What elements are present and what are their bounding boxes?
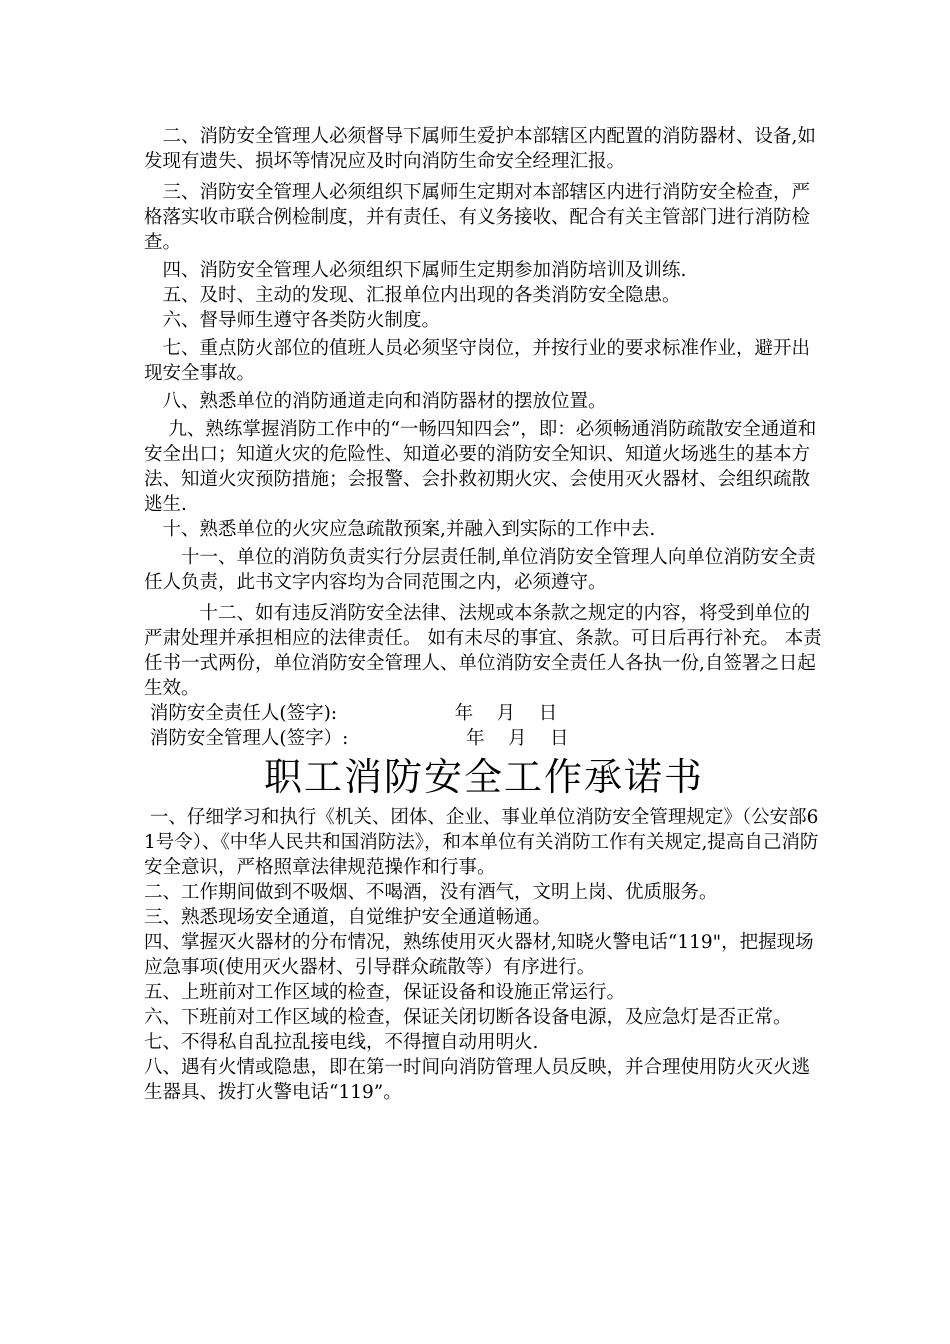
pledge-item-1: 一、仔细学习和执行《机关、团体、企业、事业单位消防安全管理规定》（公安部61号令）、《中华人民共和国消防法》，和本单位有关消防工作有关规定,提高自己消防安全意识，严格照章法律规范操作和行事。 [144,807,819,878]
signature-manager: 消防安全管理人(签字）: 年 月 日 [144,728,569,749]
responsibility-item-9: 九、熟练掌握消防工作中的“一畅四知四会”，即：必须畅通消防疏散安全通道和安全出口；知道火灾的危险性、知道必要的消防安全知识、知道火场逃生的基本方法、知道火灾预防措施；会报警、会扑救初期火灾、会使用灭火器材、会组织疏散逃生. [144,419,817,515]
pledge-item-4: 四、掌握灭火器材的分布情况，熟练使用灭火器材,知晓火警电话“119"，把握现场应急事项(使用灭火器材、引导群众疏散等）有序进行。 [144,932,814,978]
pledge-item-3: 三、熟悉现场安全通道，自觉维护安全通道畅通。 [144,907,552,928]
responsibility-item-5: 五、及时、主动的发现、汇报单位内出现的各类消防安全隐患。 [144,285,681,306]
document-body [144,124,824,1105]
responsibility-item-8: 八、熟悉单位的消防通道走向和消防器材的摆放位置。 [144,391,607,412]
responsibility-item-6: 六、督导师生遵守各类防火制度。 [144,310,441,331]
pledge-item-6: 六、下班前对工作区域的检查，保证关闭切断各设备电源，及应急灯是否正常。 [144,1007,792,1028]
responsibility-item-7: 七、重点防火部位的值班人员必须坚守岗位，并按行业的要求标准作业，避开出现安全事故。 [144,338,811,384]
pledge-item-5: 五、上班前对工作区域的检查，保证设备和设施正常运行。 [144,982,626,1003]
responsibility-item-11: 十一、单位的消防负责实行分层责任制,单位消防安全管理人向单位消防安全责任人负责，此书文字内容均为合同范围之内，必须遵守。 [144,547,816,593]
responsibility-item-12: 十二、如有违反消防安全法律、法规或本条款之规定的内容，将受到单位的严肃处理并承担相应的法律责任。 如有未尽的事宜、条款。可日后再行补充。 本责任书一式两份，单位消防安全管理人、单位消防安全责任人各执一份,自签署之日起生效。 [144,603,822,699]
responsibility-item-2: 二、消防安全管理人必须督导下属师生爱护本部辖区内配置的消防器材、设备,如发现有遗失、损坏等情况应及时向消防生命安全经理汇报。 [144,126,816,172]
pledge-item-8: 八、遇有火情或隐患，即在第一时间向消防管理人员反映，并合理使用防火灭火逃生器具、拨打火警电话“119”。 [144,1057,811,1103]
pledge-title: 职工消防安全工作承诺书 [263,755,704,799]
pledge-item-2: 二、工作期间做到不吸烟、不喝酒，没有酒气，文明上岗、优质服务。 [144,882,718,903]
responsibility-item-10: 十、熟悉单位的火灾应急疏散预案,并融入到实际的工作中去. [144,519,656,540]
responsibility-item-4: 四、消防安全管理人必须组织下属师生定期参加消防培训及训练. [144,260,687,281]
responsibility-item-3: 三、消防安全管理人必须组织下属师生定期对本部辖区内进行消防安全检查，严格落实收市联合例检制度，并有责任、有义务接收、配合有关主管部门进行消防检查。 [144,182,811,253]
signature-responsible-person: 消防安全责任人(签字): 年 月 日 [144,703,558,724]
pledge-item-7: 七、不得私自乱拉乱接电线，不得擅自动用明火. [144,1032,539,1053]
